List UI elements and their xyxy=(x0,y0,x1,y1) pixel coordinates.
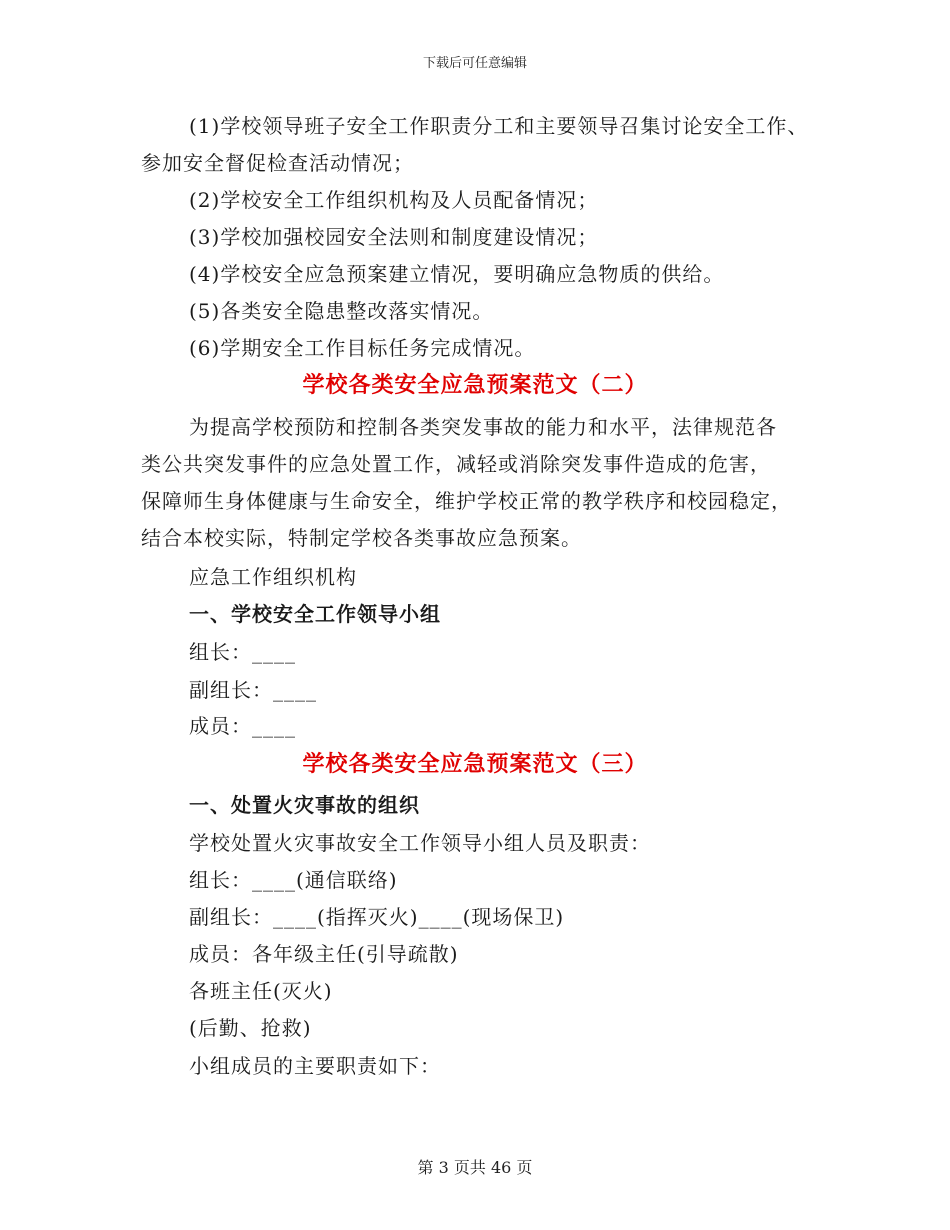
fire-organization-heading: 一、处置火灾事故的组织 xyxy=(189,793,420,817)
fire-group-intro: 学校处置火灾事故安全工作领导小组人员及职责： xyxy=(189,831,651,855)
logistics-rescue: (后勤、抢救) xyxy=(189,1016,312,1040)
fire-group-deputy: 副组长：____(指挥灭火)____(现场保卫) xyxy=(189,905,565,929)
group-members: 成员：____ xyxy=(189,714,296,738)
page-header: 下载后可任意编辑 xyxy=(422,56,527,71)
list-item-1: (1)学校领导班子安全工作职责分工和主要领导召集讨论安全工作、 xyxy=(189,114,809,138)
duties-intro: 小组成员的主要职责如下： xyxy=(189,1054,441,1078)
leadership-group-heading: 一、学校安全工作领导小组 xyxy=(189,602,441,626)
list-item-1-continued: 参加安全督促检查活动情况； xyxy=(141,151,414,175)
section-title-2: 学校各类安全应急预案范文（二） xyxy=(302,372,648,398)
deputy-leader: 副组长：____ xyxy=(189,678,317,702)
intro-paragraph-line-2: 类公共突发事件的应急处置工作，减轻或消除突发事件造成的危害， xyxy=(141,452,771,476)
list-item-4: (4)学校安全应急预案建立情况，要明确应急物质的供给。 xyxy=(189,262,725,286)
intro-paragraph-line-3: 保障师生身体健康与生命安全，维护学校正常的教学秩序和校园稳定， xyxy=(141,489,792,513)
list-item-5: (5)各类安全隐患整改落实情况。 xyxy=(189,299,494,323)
fire-group-members: 成员：各年级主任(引导疏散) xyxy=(189,942,459,966)
intro-paragraph-line-1: 为提高学校预防和控制各类突发事故的能力和水平，法律规范各 xyxy=(189,415,777,439)
group-leader: 组长：____ xyxy=(189,640,296,664)
org-label: 应急工作组织机构 xyxy=(189,565,357,589)
list-item-2: (2)学校安全工作组织机构及人员配备情况； xyxy=(189,188,599,212)
section-title-3: 学校各类安全应急预案范文（三） xyxy=(302,751,648,777)
intro-paragraph-line-4: 结合本校实际，特制定学校各类事故应急预案。 xyxy=(141,526,582,550)
list-item-6: (6)学期安全工作目标任务完成情况。 xyxy=(189,336,536,360)
page-footer: 第 3 页共 46 页 xyxy=(417,1158,533,1177)
class-teachers: 各班主任(灭火) xyxy=(189,979,333,1003)
fire-group-leader: 组长：____(通信联络) xyxy=(189,868,398,892)
list-item-3: (3)学校加强校园安全法则和制度建设情况； xyxy=(189,225,599,249)
